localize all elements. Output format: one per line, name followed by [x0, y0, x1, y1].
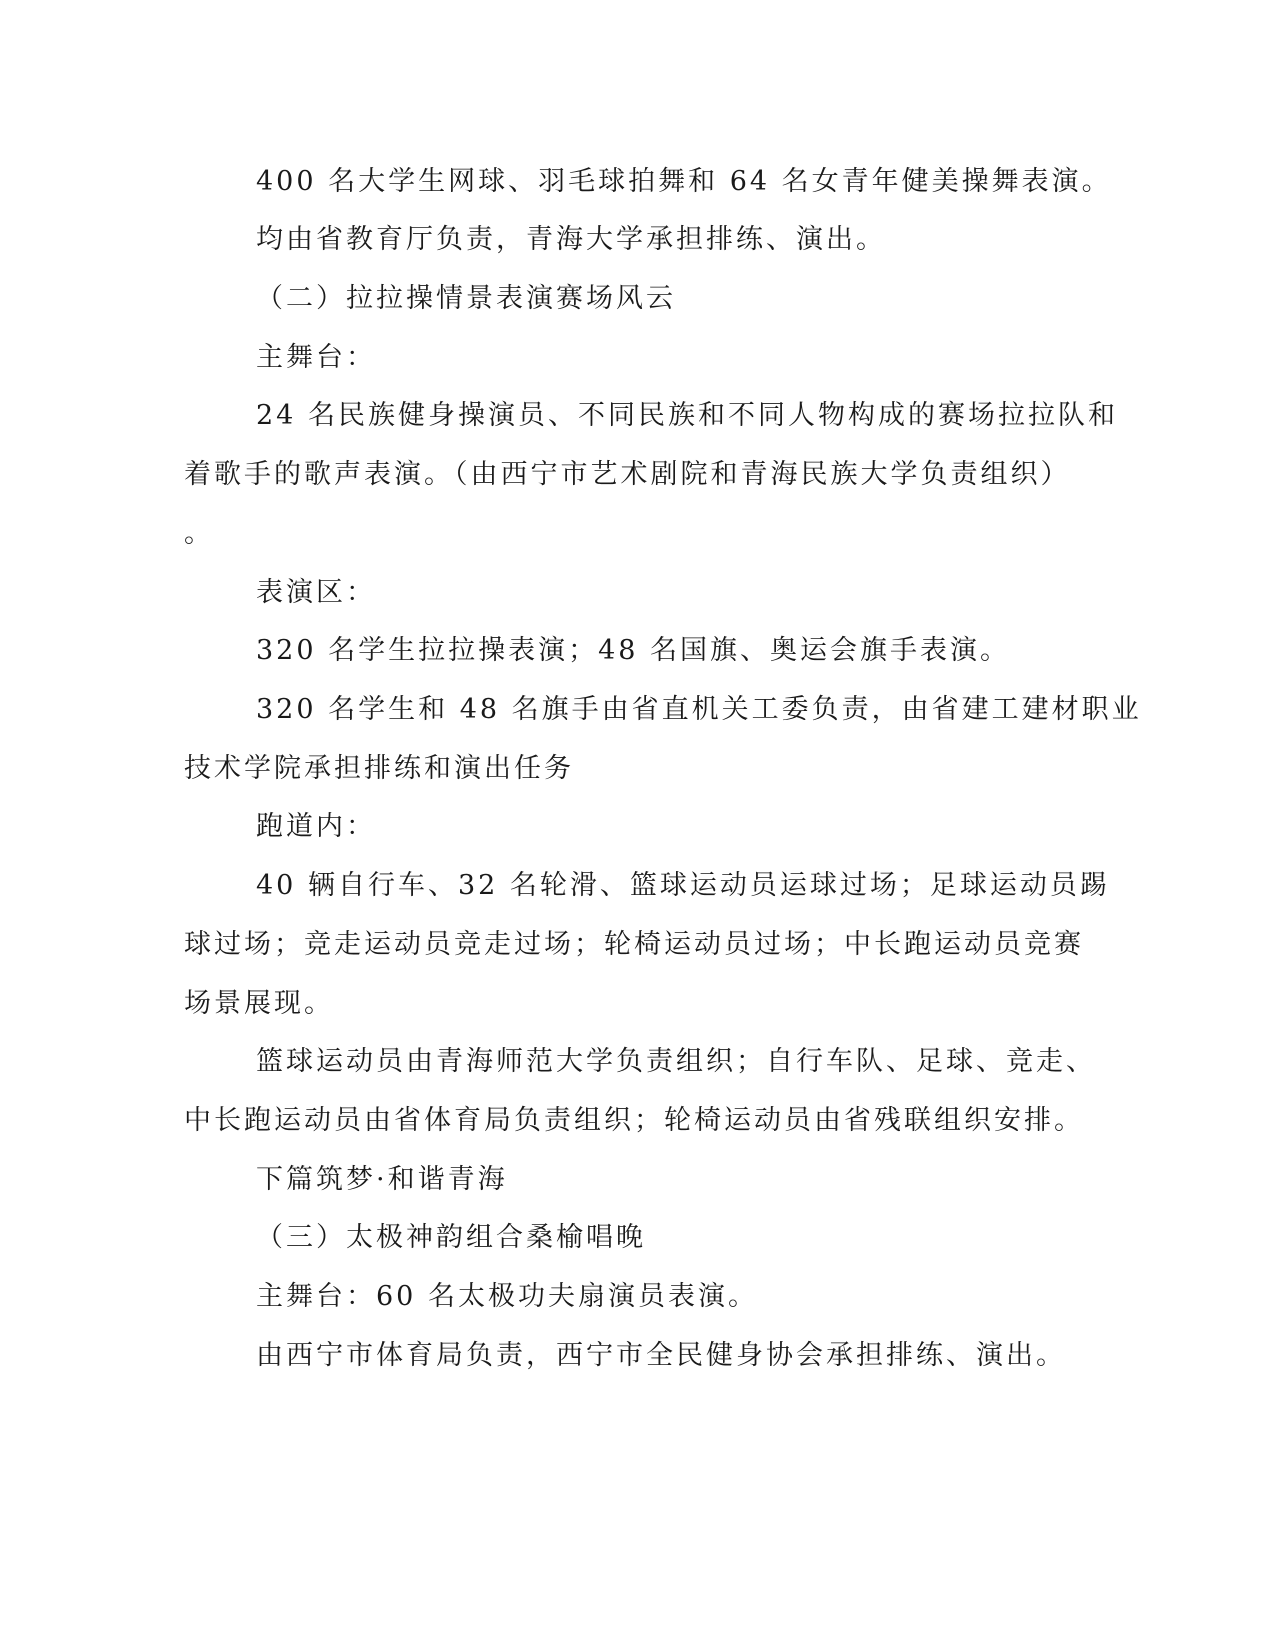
- section-heading: （二）拉拉操情景表演赛场风云: [256, 283, 676, 314]
- paragraph-line: 320 名学生拉拉操表演；48 名国旗、奥运会旗手表演。: [256, 635, 1011, 666]
- paragraph-line: 球过场；竞走运动员竞走过场；轮椅运动员过场；中长跑运动员竞赛: [184, 929, 1084, 960]
- paragraph-line: 均由省教育厅负责，青海大学承担排练、演出。: [256, 224, 886, 255]
- subheading-performance-area: 表演区：: [256, 577, 376, 608]
- paragraph-line: 场景展现。: [184, 988, 334, 1019]
- paragraph-line: 由西宁市体育局负责，西宁市全民健身协会承担排练、演出。: [256, 1340, 1066, 1371]
- paragraph-line: 40 辆自行车、32 名轮滑、篮球运动员运球过场；足球运动员踢: [256, 870, 1110, 901]
- paragraph-line: 中长跑运动员由省体育局负责组织；轮椅运动员由省残联组织安排。: [184, 1105, 1084, 1136]
- paragraph-line: 技术学院承担排练和演出任务: [184, 753, 574, 784]
- paragraph-line: 320 名学生和 48 名旗手由省直机关工委负责，由省建工建材职业: [256, 694, 1142, 725]
- paragraph-line: 24 名民族健身操演员、不同民族和不同人物构成的赛场拉拉队和: [256, 400, 1118, 431]
- part-heading: 下篇筑梦·和谐青海: [256, 1164, 508, 1195]
- paragraph-line: 。: [184, 518, 214, 549]
- subheading-main-stage: 主舞台：: [256, 342, 376, 373]
- paragraph-line: 主舞台：60 名太极功夫扇演员表演。: [256, 1281, 758, 1312]
- subheading-track: 跑道内：: [256, 811, 376, 842]
- paragraph-line: 400 名大学生网球、羽毛球拍舞和 64 名女青年健美操舞表演。: [256, 166, 1112, 197]
- paragraph-line: 篮球运动员由青海师范大学负责组织；自行车队、足球、竞走、: [256, 1046, 1096, 1077]
- paragraph-line: 着歌手的歌声表演。（由西宁市艺术剧院和青海民族大学负责组织）: [184, 459, 1071, 490]
- section-heading: （三）太极神韵组合桑榆唱晚: [256, 1222, 646, 1253]
